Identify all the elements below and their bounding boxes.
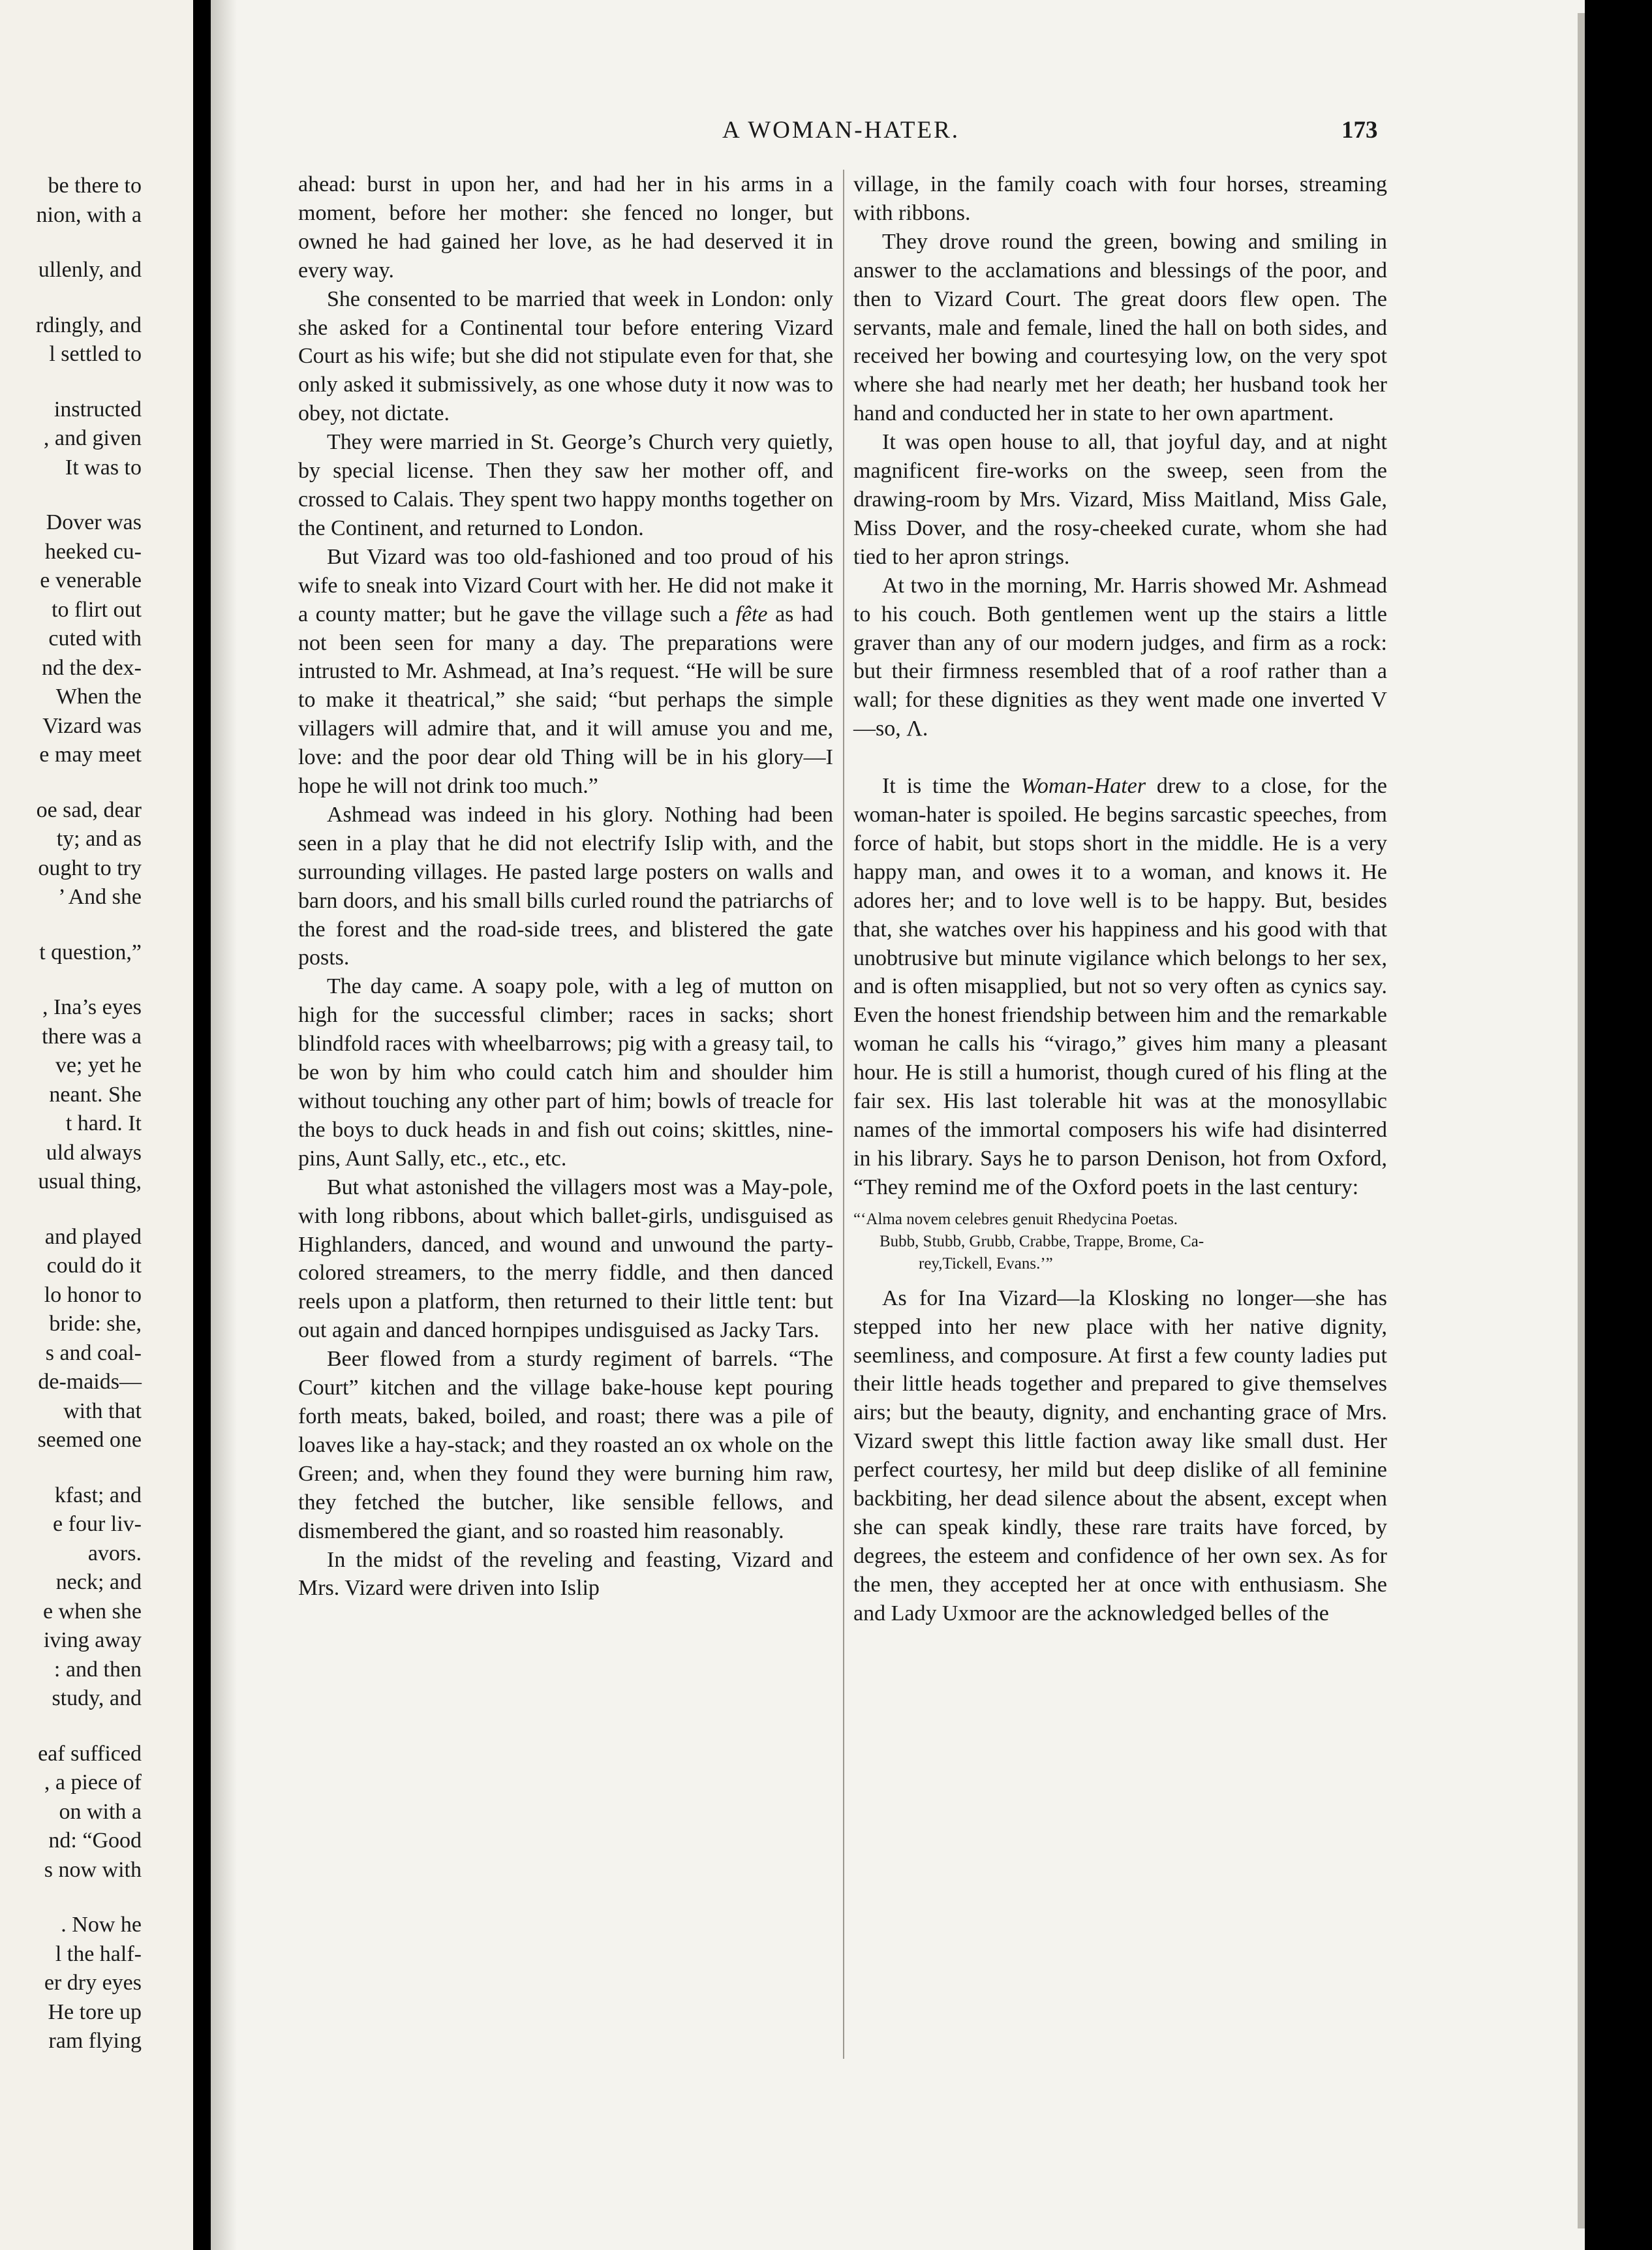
text-line: on with a [59,1799,142,1824]
text-line: heeked cu- [44,539,142,564]
paragraph-text: But Vizard was too old-fashioned and too proud of his wife to sneak into Vizard Court with her. He did not make it a county matter; but he gave the village such a [298,544,833,626]
paragraph: ahead: burst in upon her, and had her in his arms in a moment, before her mother: she fenced no longer, but owned he had gained her love, as he had deserved it in every way. [298,172,833,283]
section-break [853,743,1387,772]
text-line: s now with [44,1857,142,1882]
quote-line: rey,Tickell, Evans.’” [919,1254,1053,1272]
quote-line: “‘Alma novem celebres genuit Rhedycina Poetas. [853,1210,1178,1228]
scan-border [1585,0,1652,2250]
text-line: t question,” [39,940,142,964]
left-page-text [0,172,142,2056]
text-line: er dry eyes [44,1971,142,1995]
paragraph: Beer flowed from a sturdy regiment of barrels. “The Court” kitchen and the village bake-house kept pouring forth meats, baked, boiled, and roast; there was a pile of loaves like a hay-stack; and they roasted an ox whole on the Green; and, when they found they were burning him raw, they fetched the butcher, like sensible fellows, and dismembered the giant, and so roasted him reasonably. [298,1347,833,1543]
text-column-left [298,170,833,1603]
line-gap [0,1714,142,1740]
text-line: : and then [54,1657,142,1682]
text-line: neck; and [55,1570,142,1594]
text-line: nion, with a [36,202,142,227]
text-column-right [853,170,1387,1628]
text-line: s and coal- [45,1340,142,1365]
italic-title: Woman-Hater [1020,774,1146,799]
text-line: could do it [46,1254,142,1278]
text-line: e when she [42,1599,142,1624]
text-line: de-maids— [38,1370,142,1394]
text-line: there was a [42,1024,142,1049]
text-line: He tore up [48,1999,142,2024]
text-line: e may meet [39,743,142,767]
text-line: neant. She [49,1082,142,1107]
text-line: , and given [43,426,142,450]
line-gap [0,1885,142,1911]
text-line: . Now he [61,1913,142,1937]
left-page-fragment [0,0,193,2250]
text-line: iving away [43,1628,142,1652]
line-gap [0,1455,142,1481]
text-line: be there to [48,174,142,198]
text-line: ram flying [48,2029,142,2053]
line-gap [0,369,142,395]
text-line: ty; and as [56,827,142,851]
running-title: A WOMAN-HATER. [722,117,960,144]
paragraph: As for Ina Vizard—la Klosking no longer—she has stepped into her new place with her native dignity, seemliness, and composure. At first a few county ladies put their little heads together and prepared to give themselves airs; but the beauty, dignity, and enchanting grace of Mrs. Vizard swept this little faction away like small dust. Her perfect courtesy, her mild but deep dislike of all feminine backbiting, her dead silence about the absent, except when she can speak kindly, these rare traits have forced, by degrees, the esteem and confidence of her own sex. As for the men, they accepted her at once with enthusiasm. She and Lady Uxmoor are the acknowledged belles of the [853,1286,1387,1626]
text-line: uld always [46,1140,142,1165]
text-line: ullenly, and [38,258,142,282]
text-line: seemed one [37,1428,142,1452]
line-gap [0,912,142,938]
paragraph: But what astonished the villagers most was a May-pole, with long ribbons, about which ballet-girls, undisguised as Highlanders, danced, and wound and unwound the party-colored streamers, to the merry fiddle, and then danced reels upon a platform, then returned to their little tent: but out again and danced hornpipes undisguised as Jacky Tars. [298,1175,833,1343]
paragraph: In the midst of the reveling and feasting, Vizard and Mrs. Vizard were driven into Islip [298,1547,833,1601]
text-line: eaf sufficed [38,1741,142,1766]
text-line: to flirt out [52,597,142,622]
text-line: It was to [65,455,142,480]
paragraph: At two in the morning, Mr. Harris showed Mr. Ashmead to his couch. Both gentlemen went up the stairs a little graver than any of our modern judges, and firm as a rock: but their firmness resembled that of a roof rather than a wall; for these dignities as they went made one inverted V—so, Λ. [853,573,1387,741]
line-gap [0,967,142,993]
text-line: nd: “Good [48,1828,142,1853]
text-line: e venerable [40,568,142,593]
page-number: 173 [1341,117,1378,144]
paragraph: They drove round the green, bowing and smiling in answer to the acclamations and blessings of the poor, and then to Vizard Court. The great doors flew open. The servants, male and female, lined the hall on both sides, and received her bowing and courtesying low, on the very spot where she had nearly met her death; her husband took her hand and conducted her in state to her own apartment. [853,229,1387,426]
quote-line: Bubb, Stubb, Grubb, Crabbe, Trappe, Brome, Ca- [880,1232,1204,1250]
line-gap [0,230,142,256]
text-line: When the [55,685,142,709]
paragraph: village, in the family coach with four horses, streaming with ribbons. [853,172,1387,225]
text-line: l settled to [49,342,142,366]
line-gap [0,1197,142,1223]
verse-quotation [853,1209,1387,1275]
paragraph: It was open house to all, that joyful day, and at night magnificent fire-works on the sweep, seen from the drawing-room by Mrs. Vizard, Miss Maitland, Miss Gale, Miss Dover, and the rosy-cheeked curate, whom she had tied to her apron strings. [853,430,1387,569]
paragraph [853,772,1387,1202]
text-line: , Ina’s eyes [42,995,142,1019]
paragraph: She consented to be married that week in London: only she asked for a Continental tour before entering Vizard Court as his wife; but she did not stipulate even for that, she only asked it submissively, as one whose duty it now was to obey, not dictate. [298,286,833,426]
text-line: with that [63,1398,142,1423]
text-line: kfast; and [54,1483,142,1507]
paragraph-text: as had not been seen for many a day. The preparations were intrusted to Mr. Ashmead, at Ina’s request. “He will be sure to make it theatrical,” she said; “but perhaps the simple villagers will admire that, and it will amuse you and me, love: and the poor dear old Thing will be in his glory—I hope he will not drink too much.” [298,602,834,799]
line-gap [0,770,142,796]
text-line: nd the dex- [42,655,142,680]
paragraph: They were married in St. George’s Church very quietly, by special license. Then they saw her mother off, and crossed to Calais. They spent two happy months together on the Continent, and returned to London. [298,430,833,540]
paragraph-text: It is time the [882,774,1010,799]
text-line: avors. [87,1541,142,1565]
line-gap [0,285,142,311]
text-line: instructed [54,397,142,422]
paragraph-text: drew to a close, for the woman-hater is spoiled. He begins sarcastic speeches, from force of habit, but stops short in the middle. He is a very happy man, and owes it to a woman, and knows it. He adores her; and to love well is to be happy. But, besides that, she watches over his happiness and his good with that unobtrusive but minute vigilance which belongs to her sex, and is often misapplied, but not so very often as cynics say. Even the honest friendship between him and the remarkable woman he calls his “virago,” gives him many a pleasant hour. He is still a humorist, though cured of his fling at the fair sex. His last tolerable hit was at the monosyllabic names of the immortal composers his wife had disinterred in his library. Says he to parson Denison, hot from Oxford, “They remind me of the Oxford poets in the last century: [853,774,1387,1199]
paragraph: Ashmead was indeed in his glory. Nothing had been seen in a play that he did not electrify Islip with, and the surrounding villages. He pasted large posters on walls and barn doors, and his small bills curled round the patriarchs of the forest and the road-side trees, and blistered the gate posts. [298,802,833,970]
text-line: ve; yet he [55,1053,142,1077]
text-line: rdingly, and [35,313,142,337]
line-gap [0,482,142,508]
paragraph: The day came. A soapy pole, with a leg of mutton on high for the successful climber; races in sacks; short blindfold races with wheelbarrows; pig with a greasy tail, to be won by him who could catch him and shoulder him without touching any other part of him; bowls of treacle for the boys to duck heads in and fish out coins; skittles, nine-pins, Aunt Sally, etc., etc., etc. [298,974,833,1171]
italic-word: fête [735,602,768,626]
text-line: Dover was [46,510,142,534]
text-line: l the half- [55,1941,142,1966]
text-line: e four liv- [53,1512,142,1536]
text-line: Vizard was [42,713,142,738]
text-line: lo honor to [44,1282,142,1307]
text-line: bride: she, [49,1312,142,1336]
paragraph [298,543,833,801]
column-rule [843,170,844,2059]
text-line: , a piece of [44,1770,142,1795]
text-line: ought to try [38,855,142,880]
text-line: oe sad, dear [36,797,142,822]
text-line: usual thing, [38,1169,142,1194]
text-line: t hard. It [65,1111,142,1135]
text-line: and played [44,1224,142,1249]
text-line: cuted with [48,626,142,651]
text-line: ’ And she [58,885,142,909]
text-line: study, and [52,1686,142,1710]
